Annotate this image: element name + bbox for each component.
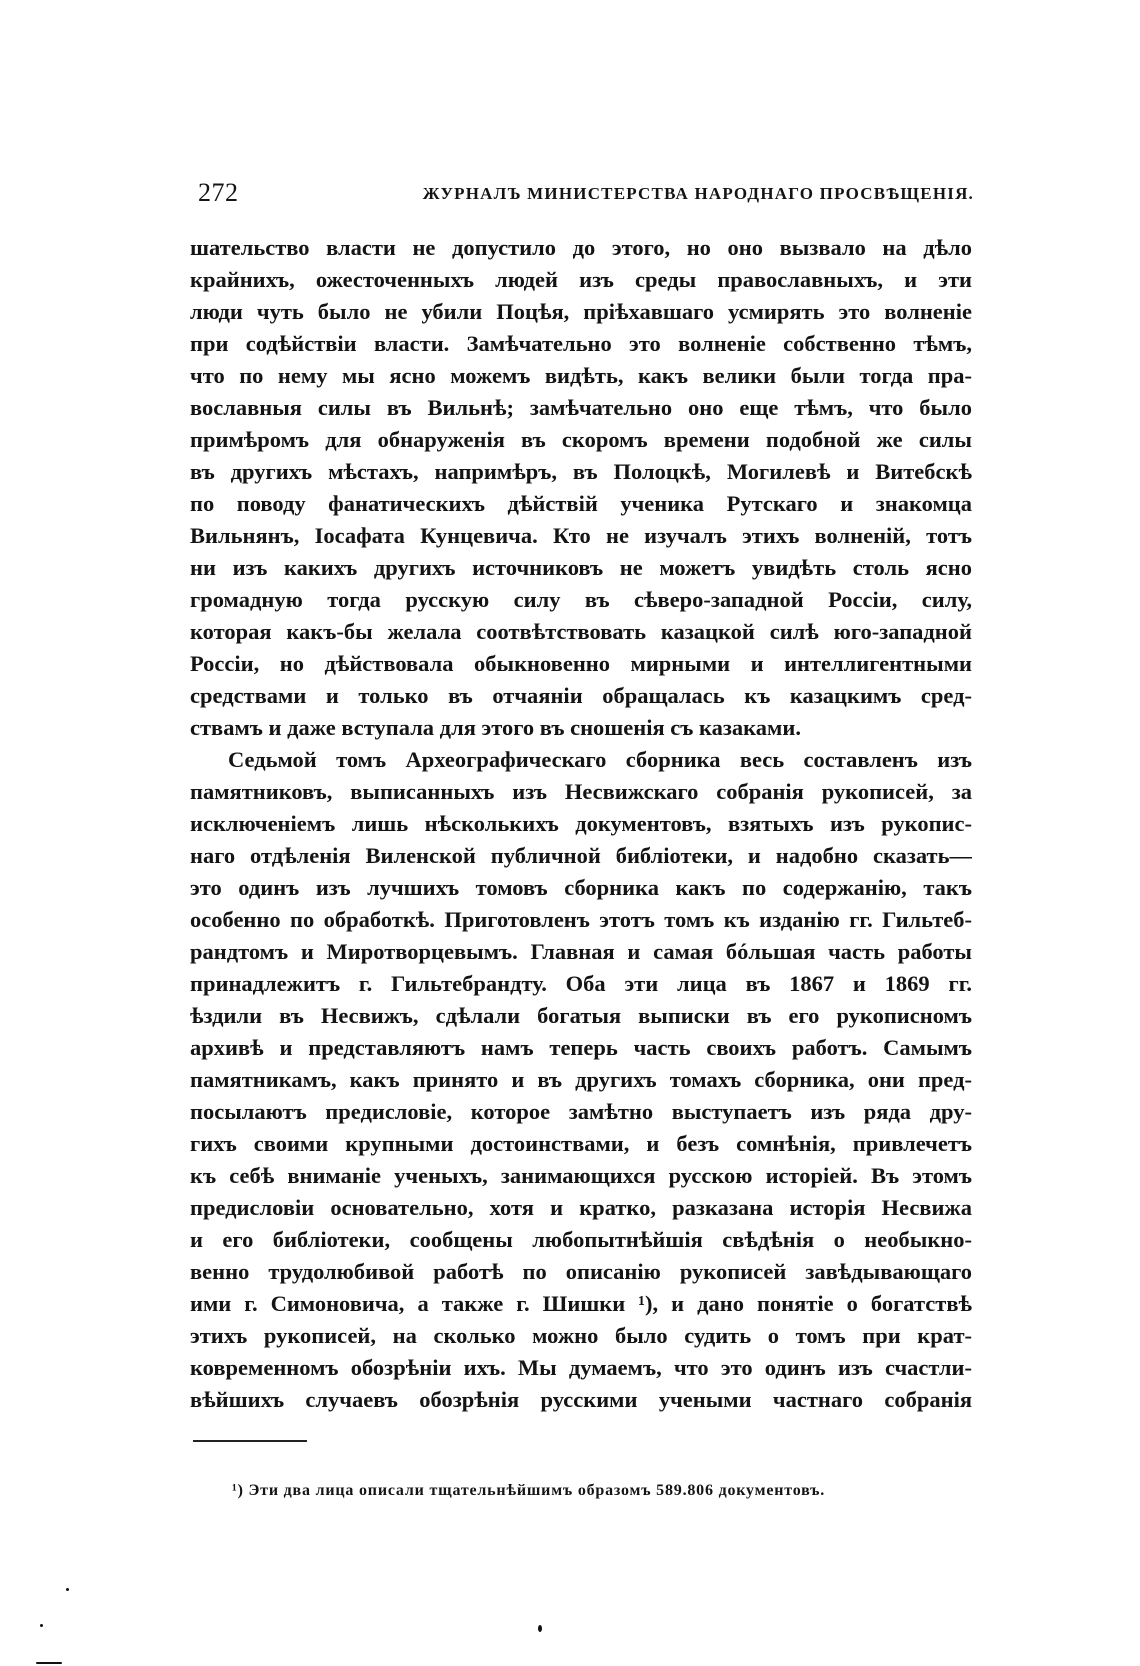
scan-speck	[36, 1662, 62, 1664]
text-line: это одинъ изъ лучшихъ томовъ сборника какъ по содержанію, такъ	[190, 875, 972, 900]
text-line: къ себѣ вниманіе ученыхъ, занимающихся русскою исторіей. Въ этомъ	[190, 1163, 972, 1188]
text-line: венно трудолюбивой работѣ по описанію рукописей завѣдывающаго	[190, 1259, 972, 1284]
text-line: ими г. Симоновича, а также г. Шишки ¹), и дано понятіе о богатствѣ	[190, 1291, 972, 1316]
body-text	[190, 232, 972, 1416]
footnote-divider	[193, 1440, 307, 1442]
text-line: предисловіи основательно, хотя и кратко, разказана исторія Несвижа	[190, 1195, 972, 1220]
footnote: ¹) Эти два лица описали тщательнѣйшимъ образомъ 589.806 документовъ.	[232, 1482, 826, 1499]
text-line: принадлежитъ г. Гильтебрандту. Оба эти лица въ 1867 и 1869 гг.	[190, 971, 972, 996]
text-line: этихъ рукописей, на сколько можно было судить о томъ при крат-	[190, 1323, 972, 1348]
text-line: рандтомъ и Миротворцевымъ. Главная и самая бóльшая часть работы	[190, 939, 972, 964]
text-line: примѣромъ для обнаруженія въ скоромъ времени подобной же силы	[190, 427, 972, 452]
text-line: ни изъ какихъ другихъ источниковъ не можетъ увидѣть столь ясно	[190, 555, 972, 580]
text-line: люди чуть было не убили Поцѣя, пріѣхавшаго усмирять это волненіе	[190, 299, 972, 324]
text-line: ковременномъ обозрѣніи ихъ. Мы думаемъ, что это одинъ изъ счастли-	[190, 1355, 972, 1380]
text-line: вѣйшихъ случаевъ обозрѣнія русскими учеными частнаго собранія	[190, 1387, 972, 1412]
scan-speck	[538, 1625, 542, 1632]
page-number: 272	[198, 178, 239, 207]
text-line: что по нему мы ясно можемъ видѣть, какъ велики были тогда пра-	[190, 363, 972, 388]
text-line: ствамъ и даже вступала для этого въ сношенія съ казаками.	[190, 715, 801, 740]
text-line: наго отдѣленія Виленской публичной библіотеки, и надобно сказать—	[190, 843, 972, 868]
scan-speck	[40, 1624, 43, 1627]
text-line: исключеніемъ лишь нѣсколькихъ документовъ, взятыхъ изъ рукопис-	[190, 811, 972, 836]
text-line: памятниковъ, выписанныхъ изъ Несвижскаго собранія рукописей, за	[190, 779, 972, 804]
text-line: средствами и только въ отчаяніи обращалась къ казацкимъ сред-	[190, 683, 972, 708]
text-line: гихъ своими крупными достоинствами, и безъ сомнѣнія, привлечетъ	[190, 1131, 972, 1156]
scan-speck	[66, 1588, 69, 1591]
text-line: громадную тогда русскую силу въ сѣверо-западной Россіи, силу,	[190, 587, 972, 612]
text-line: и его библіотеки, сообщены любопытнѣйшія свѣдѣнія о необыкно-	[190, 1227, 972, 1252]
text-line: ѣздили въ Несвижъ, сдѣлали богатыя выписки въ его рукописномъ	[190, 1003, 972, 1028]
text-line: въ другихъ мѣстахъ, напримѣръ, въ Полоцкѣ, Могилевѣ и Витебскѣ	[190, 459, 972, 484]
text-line: особенно по обработкѣ. Приготовленъ этотъ томъ къ изданію гг. Гильтеб-	[190, 907, 972, 932]
text-line: Седьмой томъ Археографическаго сборника весь составленъ изъ	[228, 747, 972, 772]
text-line: посылаютъ предисловіе, которое замѣтно выступаетъ изъ ряда дру-	[190, 1099, 972, 1124]
text-line: при содѣйствіи власти. Замѣчательно это волненіе собственно тѣмъ,	[190, 331, 972, 356]
text-line: памятникамъ, какъ принято и въ другихъ томахъ сборника, они пред-	[190, 1067, 972, 1092]
text-line: Россіи, но дѣйствовала обыкновенно мирными и интеллигентными	[190, 651, 972, 676]
text-line: которая какъ-бы желала соотвѣтствовать казацкой силѣ юго-западной	[190, 619, 972, 644]
text-line: архивѣ и представляютъ намъ теперь часть своихъ работъ. Самымъ	[190, 1035, 972, 1060]
text-line: шательство власти не допустило до этого, но оно вызвало на дѣло	[190, 235, 972, 260]
text-line: Вильнянъ, Іосафата Кунцевича. Кто не изучалъ этихъ волненій, тотъ	[190, 523, 972, 548]
text-line: вославныя силы въ Вильнѣ; замѣчательно оно еще тѣмъ, что было	[190, 395, 972, 420]
running-title: ЖУРНАЛЪ МИНИСТЕРСТВА НАРОДНАГО ПРОСВѢЩЕНІЯ.	[422, 184, 974, 203]
page-header	[198, 178, 974, 212]
text-line: по поводу фанатическихъ дѣйствій ученика Рутскаго и знакомца	[190, 491, 972, 516]
text-line: крайнихъ, ожесточенныхъ людей изъ среды православныхъ, и эти	[190, 267, 972, 292]
